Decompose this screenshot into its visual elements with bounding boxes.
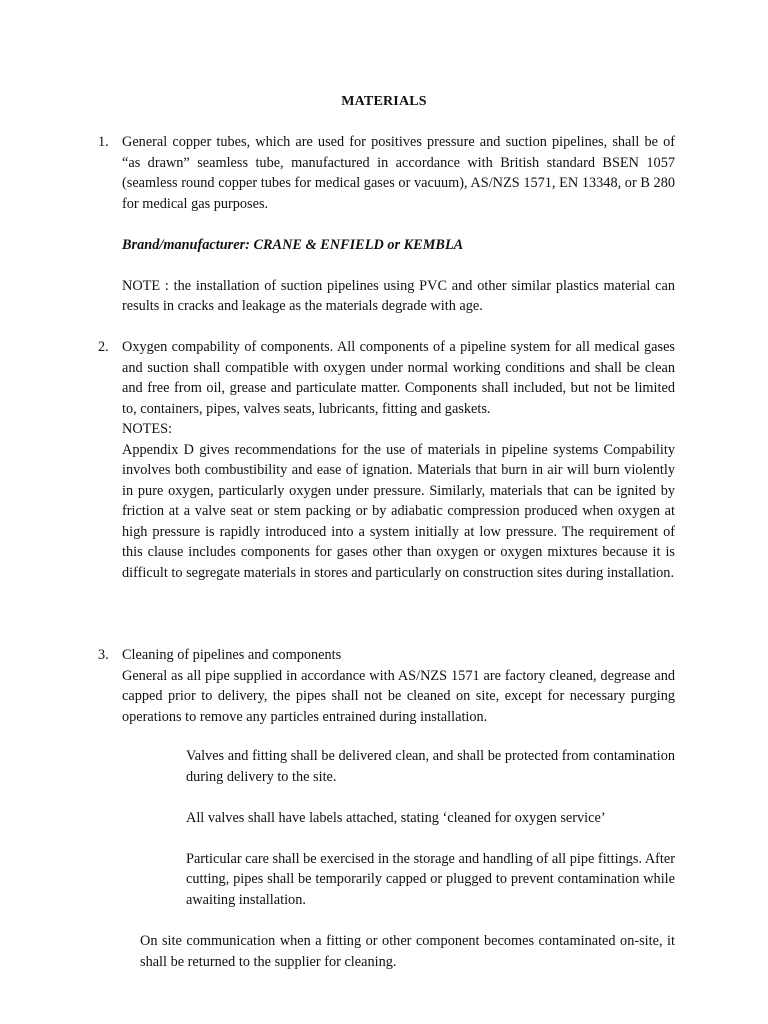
list-item-1 [98, 132, 675, 317]
indented-paragraph: All valves shall have labels attached, stating ‘cleaned for oxygen service’ [186, 809, 606, 826]
notes-paragraph: Appendix D gives recommendations for the use of materials in pipeline systems Compability involves both combustibility and ease of ignation. Materials that burn in air will burn violently in pure oxygen, particularly oxygen under pressure. Similarly, materials that can be ignited by friction at a valve seat or stem packing or by adiabatic compression produced when oxygen at high pressure is rapidly introduced into a system initially at low pressure. The requirement of this clause includes components for gases other than oxygen or oxygen mixtures because it is difficult to segregate materials in stores and particularly on construction sites during installation. [122, 441, 675, 581]
brand-line: Brand/manufacturer: CRANE & ENFIELD or KEMBLA [122, 236, 464, 253]
list-item-3 [98, 645, 675, 727]
indented-paragraph: Valves and fitting shall be delivered clean, and shall be protected from contamination during delivery to the site. [186, 748, 675, 785]
closing-paragraph: On site communication when a fitting or other component becomes contaminated on-site, it shall be returned to the supplier for cleaning. [140, 933, 675, 970]
paragraph: Oxygen compability of components. All components of a pipeline system for all medical gases and suction shall compatible with oxygen under normal working conditions and shall be clean and free from oil, grease and particulate matter. Components shall included, but not be limited to, containers, pipes, valves seats, lubricants, fitting and gaskets. [122, 339, 675, 417]
paragraph: General as all pipe supplied in accordance with AS/NZS 1571 are factory cleaned, degrease and capped prior to delivery, the pipes shall not be cleaned on site, except for necessary purging operations to remove any particles entrained during installation. [122, 667, 675, 725]
indented-paragraphs [186, 746, 675, 910]
page-title: MATERIALS [341, 94, 427, 109]
list-item-number: 3. [98, 647, 109, 663]
list-item-number: 2. [98, 339, 109, 355]
subheading: Cleaning of pipelines and components [122, 647, 342, 663]
indented-paragraph: Particular care shall be exercised in the storage and handling of all pipe fittings. After cutting, pipes shall be temporarily capped or plugged to prevent contamination while awaiting installation. [186, 850, 675, 908]
notes-heading: NOTES: [122, 421, 173, 437]
list-item-number: 1. [98, 134, 109, 150]
paragraph: General copper tubes, which are used for positives pressure and suction pipelines, shall be of “as drawn” seamless tube, manufactured in accordance with British standard BSEN 1057 (seamless round copper tubes for medical gases or vacuum), AS/NZS 1571, EN 13348, or B 280 for medical gas purposes. [122, 134, 675, 212]
note-paragraph: NOTE : the installation of suction pipelines using PVC and other similar plastics material can results in cracks and leakage as the materials degrade with age. [122, 277, 675, 314]
list-item-2 [98, 337, 675, 583]
